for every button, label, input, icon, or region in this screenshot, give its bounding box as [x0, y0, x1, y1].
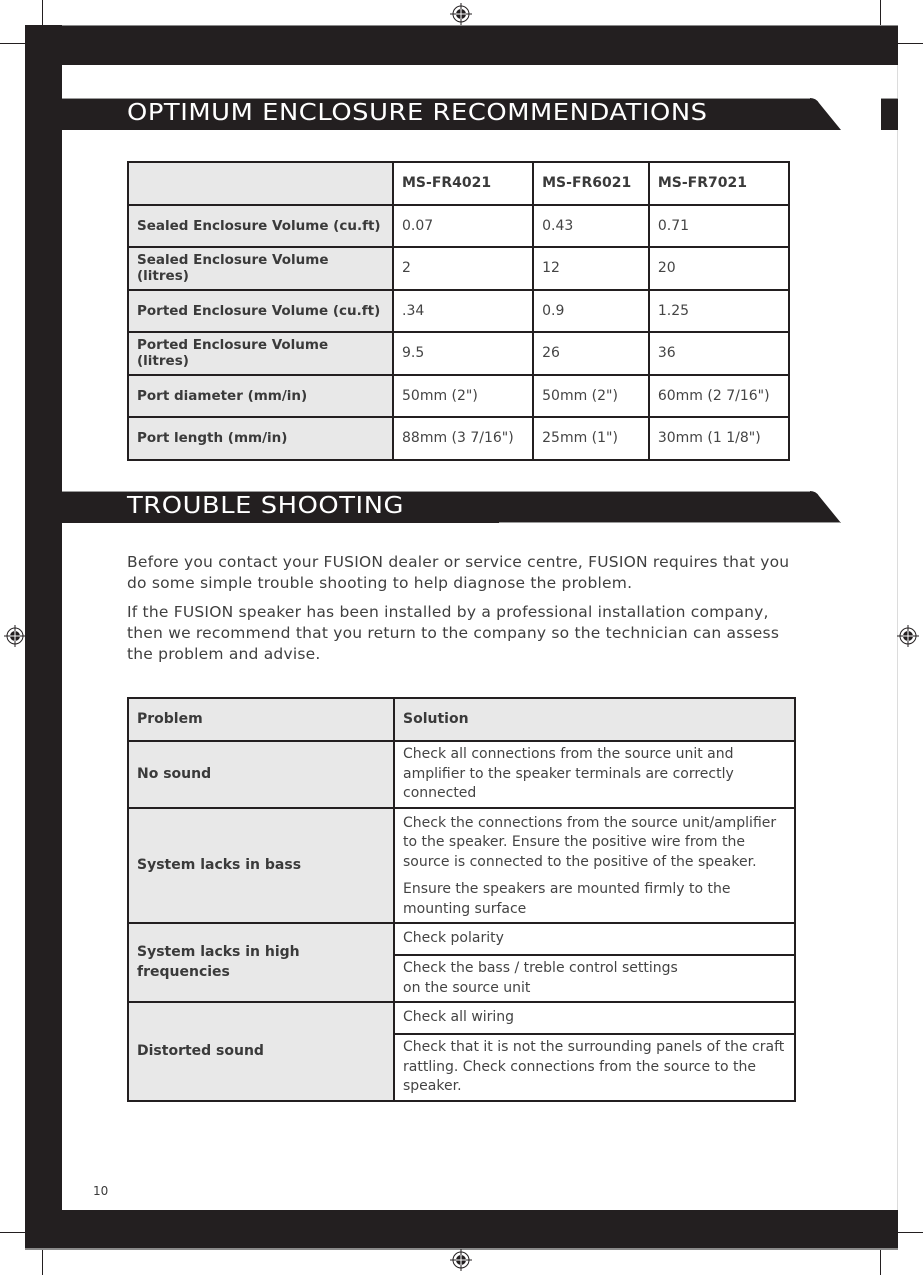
table-header-row	[128, 698, 795, 741]
solution-text: Check polarity	[403, 930, 504, 947]
table-row	[128, 417, 789, 460]
solution-text: Check the connections from the source unit/amplifier to the speaker. Ensure the positive wire from the source is connected to the positive of the speaker.	[403, 814, 777, 870]
table-cell: 12	[533, 247, 649, 290]
table-row	[128, 375, 789, 418]
solution-cell	[394, 741, 795, 808]
table-cell: 25mm (1")	[533, 417, 649, 460]
problem-cell: Distorted sound	[128, 1002, 394, 1101]
column-header-problem: Problem	[128, 698, 394, 741]
table-cell: 0.43	[533, 205, 649, 248]
table-cell: 0.9	[533, 290, 649, 333]
section-header-enclosure	[62, 98, 842, 130]
table-row	[128, 332, 789, 375]
crop-mark	[42, 1246, 43, 1275]
solution-cell	[394, 923, 795, 955]
solution-text: Check that it is not the surrounding panels of the craft rattling. Check connections from the source to the speaker.	[403, 1039, 785, 1094]
page-number: 10	[93, 1184, 109, 1198]
row-label: Sealed Enclosure Volume (cu.ft)	[128, 205, 393, 248]
table-cell: 88mm (3 7/16")	[393, 417, 533, 460]
table-corner-cell	[128, 162, 393, 205]
intro-paragraph: If the FUSION speaker has been installed by a professional installation company, then we recommend that you return to the company so the technician can assess the problem and advise.	[127, 603, 780, 663]
solution-cell	[394, 1002, 795, 1034]
table-cell: 0.07	[393, 205, 533, 248]
solution-cell	[394, 808, 795, 924]
enclosure-spec-table	[127, 161, 790, 461]
page-frame-top	[25, 25, 898, 65]
registration-mark-icon	[450, 3, 472, 25]
table-row	[128, 741, 795, 808]
table-row	[128, 1002, 795, 1034]
section-tab-marker	[881, 98, 898, 130]
page-frame-bottom	[25, 1210, 898, 1250]
crop-mark	[895, 43, 923, 44]
column-header: MS-FR7021	[649, 162, 789, 205]
table-row	[128, 290, 789, 333]
crop-mark	[0, 1232, 28, 1233]
solution-cell	[394, 1034, 795, 1101]
section-header-troubleshooting	[62, 491, 842, 523]
table-cell: 9.5	[393, 332, 533, 375]
troubleshooting-table	[127, 697, 796, 1102]
solution-text: Check the bass / treble control settings on the source unit	[403, 960, 678, 996]
problem-cell: System lacks in high frequencies	[128, 923, 394, 1002]
section-title: TROUBLE SHOOTING	[127, 493, 405, 519]
solution-text: Check all wiring	[403, 1009, 515, 1026]
crop-mark	[0, 43, 28, 44]
table-cell: 1.25	[649, 290, 789, 333]
table-row	[128, 247, 789, 290]
problem-cell: No sound	[128, 741, 394, 808]
row-label: Sealed Enclosure Volume (litres)	[128, 247, 393, 290]
table-cell: 60mm (2 7/16")	[649, 375, 789, 418]
row-label: Port length (mm/in)	[128, 417, 393, 460]
troubleshooting-intro	[127, 552, 797, 665]
table-cell: 0.71	[649, 205, 789, 248]
table-row	[128, 808, 795, 924]
row-label: Port diameter (mm/in)	[128, 375, 393, 418]
row-label: Ported Enclosure Volume (cu.ft)	[128, 290, 393, 333]
column-header: MS-FR6021	[533, 162, 649, 205]
crop-mark	[895, 1232, 923, 1233]
table-cell: 36	[649, 332, 789, 375]
table-cell: 30mm (1 1/8")	[649, 417, 789, 460]
problem-cell: System lacks in bass	[128, 808, 394, 924]
solution-text: Check all connections from the source unit and amplifier to the speaker terminals are correctly connected	[403, 746, 734, 801]
table-cell: 2	[393, 247, 533, 290]
solution-cell	[394, 955, 795, 1002]
table-cell: 20	[649, 247, 789, 290]
solution-text: Ensure the speakers are mounted firmly to the mounting surface	[403, 881, 731, 917]
row-label: Ported Enclosure Volume (litres)	[128, 332, 393, 375]
section-title: OPTIMUM ENCLOSURE RECOMMENDATIONS	[127, 100, 708, 126]
intro-paragraph: Before you contact your FUSION dealer or service centre, FUSION requires that you do some simple trouble shooting to help diagnose the problem.	[127, 553, 790, 592]
table-cell: .34	[393, 290, 533, 333]
column-header: MS-FR4021	[393, 162, 533, 205]
column-header-solution: Solution	[394, 698, 795, 741]
table-header-row	[128, 162, 789, 205]
registration-mark-icon	[4, 625, 26, 647]
table-row	[128, 205, 789, 248]
registration-mark-icon	[450, 1249, 472, 1271]
crop-mark	[880, 1246, 881, 1275]
table-cell: 50mm (2")	[533, 375, 649, 418]
table-cell: 26	[533, 332, 649, 375]
table-row	[128, 923, 795, 955]
table-cell: 50mm (2")	[393, 375, 533, 418]
registration-mark-icon	[897, 625, 919, 647]
page-frame-left	[25, 25, 62, 1250]
